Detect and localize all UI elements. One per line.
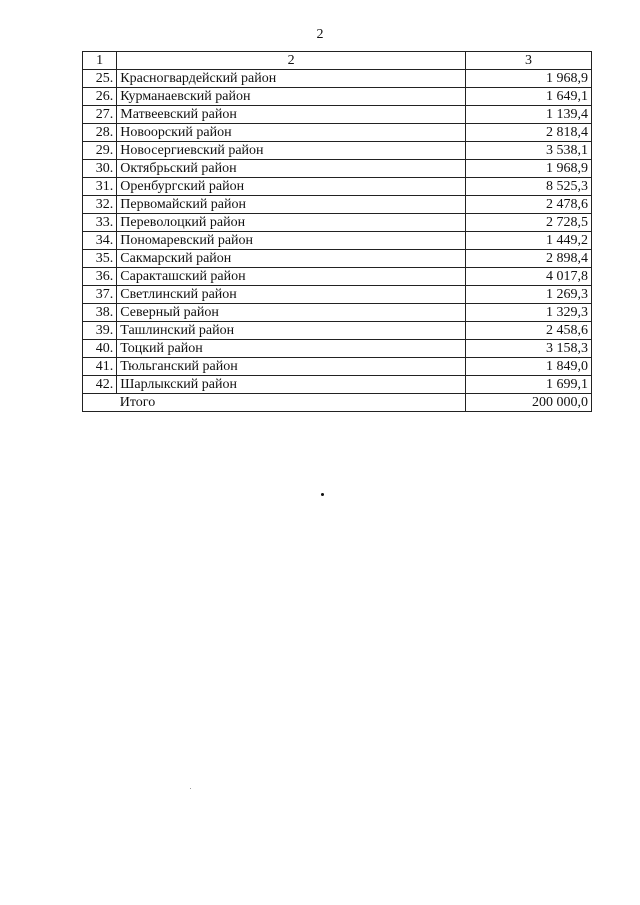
total-number-cell	[83, 394, 117, 412]
row-number: 31.	[83, 178, 117, 196]
amount-value: 1 699,1	[466, 376, 592, 394]
district-name: Ташлинский район	[117, 322, 466, 340]
table-row	[83, 70, 592, 88]
row-number: 39.	[83, 322, 117, 340]
district-name: Переволоцкий район	[117, 214, 466, 232]
district-name: Светлинский район	[117, 286, 466, 304]
table-row	[83, 124, 592, 142]
page-number: 2	[316, 27, 324, 42]
row-number: 32.	[83, 196, 117, 214]
district-name: Тоцкий район	[117, 340, 466, 358]
table-row	[83, 160, 592, 178]
column-header-1: 1	[83, 52, 117, 70]
row-number: 42.	[83, 376, 117, 394]
allocation-table	[82, 51, 592, 412]
row-number: 38.	[83, 304, 117, 322]
table-row	[83, 196, 592, 214]
amount-value: 1 139,4	[466, 106, 592, 124]
scan-speck-mark	[190, 788, 191, 789]
table-row	[83, 340, 592, 358]
district-name: Саракташский район	[117, 268, 466, 286]
table-body	[83, 70, 592, 394]
column-header-3: 3	[466, 52, 592, 70]
table-row	[83, 142, 592, 160]
district-name: Новоорский район	[117, 124, 466, 142]
table-row	[83, 322, 592, 340]
amount-value: 2 728,5	[466, 214, 592, 232]
district-name: Пономаревский район	[117, 232, 466, 250]
row-number: 30.	[83, 160, 117, 178]
amount-value: 1 649,1	[466, 88, 592, 106]
amount-value: 2 478,6	[466, 196, 592, 214]
amount-value: 2 898,4	[466, 250, 592, 268]
district-name: Оренбургский район	[117, 178, 466, 196]
row-number: 28.	[83, 124, 117, 142]
district-name: Матвеевский район	[117, 106, 466, 124]
table-header-row	[83, 52, 592, 70]
table-row	[83, 106, 592, 124]
amount-value: 4 017,8	[466, 268, 592, 286]
total-value: 200 000,0	[466, 394, 592, 412]
row-number: 41.	[83, 358, 117, 376]
table-row	[83, 214, 592, 232]
table-row	[83, 88, 592, 106]
column-header-2: 2	[117, 52, 466, 70]
row-number: 37.	[83, 286, 117, 304]
amount-value: 3 538,1	[466, 142, 592, 160]
table-row	[83, 178, 592, 196]
row-number: 34.	[83, 232, 117, 250]
amount-value: 2 458,6	[466, 322, 592, 340]
row-number: 29.	[83, 142, 117, 160]
amount-value: 2 818,4	[466, 124, 592, 142]
table-row	[83, 286, 592, 304]
district-name: Красногвардейский район	[117, 70, 466, 88]
amount-value: 8 525,3	[466, 178, 592, 196]
amount-value: 3 158,3	[466, 340, 592, 358]
district-name: Первомайский район	[117, 196, 466, 214]
amount-value: 1 849,0	[466, 358, 592, 376]
district-name: Шарлыкский район	[117, 376, 466, 394]
amount-value: 1 968,9	[466, 160, 592, 178]
total-row	[83, 394, 592, 412]
district-name: Северный район	[117, 304, 466, 322]
row-number: 36.	[83, 268, 117, 286]
stray-dot-mark	[321, 493, 324, 496]
row-number: 35.	[83, 250, 117, 268]
total-label: Итого	[117, 394, 466, 412]
district-name: Сакмарский район	[117, 250, 466, 268]
amount-value: 1 329,3	[466, 304, 592, 322]
row-number: 26.	[83, 88, 117, 106]
table-row	[83, 232, 592, 250]
district-name: Курманаевский район	[117, 88, 466, 106]
amount-value: 1 968,9	[466, 70, 592, 88]
table-row	[83, 304, 592, 322]
district-name: Октябрьский район	[117, 160, 466, 178]
row-number: 25.	[83, 70, 117, 88]
district-name: Новосергиевский район	[117, 142, 466, 160]
table-row	[83, 250, 592, 268]
row-number: 40.	[83, 340, 117, 358]
amount-value: 1 449,2	[466, 232, 592, 250]
amount-value: 1 269,3	[466, 286, 592, 304]
table-row	[83, 376, 592, 394]
row-number: 27.	[83, 106, 117, 124]
row-number: 33.	[83, 214, 117, 232]
district-name: Тюльганский район	[117, 358, 466, 376]
table-row	[83, 358, 592, 376]
table-row	[83, 268, 592, 286]
